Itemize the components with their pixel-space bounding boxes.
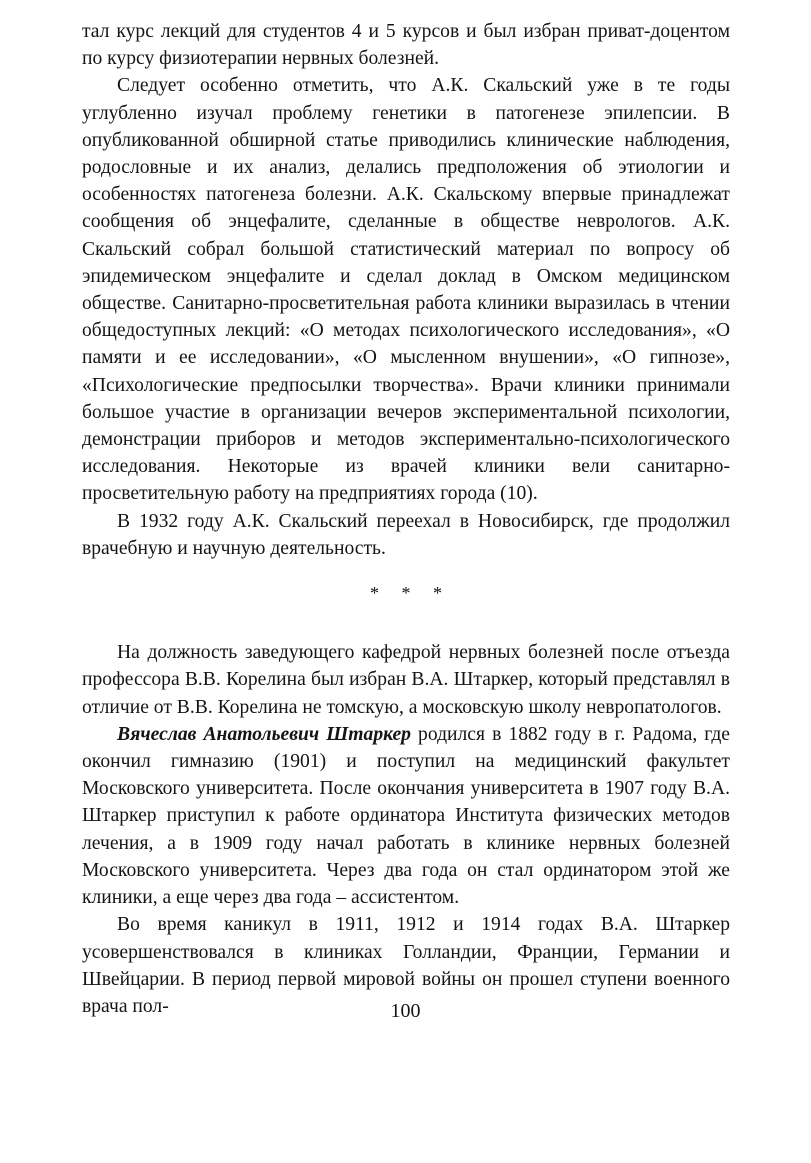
paragraph-3: В 1932 году А.К. Скальский переехал в Новосибирск, где продолжил врачебную и научную деятельность. [82, 510, 730, 559]
page-body [82, 18, 730, 1020]
paragraph-5-text: родился в 1882 году в г. Радома, где окончил гимназию (1901) и поступил на медицинский факультет Московского университета. После окончания университета в 1907 году В.А. Штаркер приступил к работе ординатора Института физических методов лечения, а в 1909 году начал работать в клинике нервных болезней Московского университета. Через два года он стал ординатором этой же клиники, а еще через два года – ассистентом. [82, 723, 731, 909]
paragraph-5 [82, 721, 730, 911]
paragraph-1: тал курс лекций для студентов 4 и 5 курсов и был избран приват-доцентом по курсу физиотерапии нервных болезней. [82, 21, 730, 70]
paragraph-4: На должность заведующего кафедрой нервных болезней после отъезда профессора В.В. Корелина был избран В.А. Штаркер, который представлял в отличие от В.В. Корелина не томскую, а московскую школу невропатологов. [82, 642, 730, 718]
person-name: Вячеслав Анатольевич Штаркер [117, 723, 411, 745]
paragraph-2: Следует особенно отметить, что А.К. Скальский уже в те годы углубленно изучал проблему генетики в патогенезе эпилепсии. В опубликованной обширной статье приводились клинические наблюдения, родословные и их анализ, делались предположения об этиологии и особенностях патогенеза болезни. А.К. Скальскому впервые принадлежат сообщения об энцефалите, сделанные в обществе неврологов. А.К. Скальский собрал большой статистический материал по вопросу об эпидемическом энцефалите и сделал доклад в Омском медицинском обществе. Санитарно-просветительная работа клиники выразилась в чтении общедоступных лекций: «О методах психологического исследования», «О памяти и ее исследовании», «О мысленном внушении», «О гипнозе», «Психологические предпосылки творчества». Врачи клиники принимали большое участие в организации вечеров экспериментальной психологии, демонстрации приборов и методов экспериментально-психологического исследования. Некоторые из врачей клиники вели санитарно-просветительную работу на предприятиях города (10). [82, 75, 730, 505]
page-number: 100 [390, 1000, 421, 1022]
paragraph-6: Во время каникул в 1911, 1912 и 1914 годах В.А. Штаркер усовершенствовался в клиниках Голландии, Франции, Германии и Швейцарии. В период первой мировой войны он прошел ступени военного врача пол- [82, 914, 730, 1017]
section-separator: * * * [370, 583, 451, 604]
